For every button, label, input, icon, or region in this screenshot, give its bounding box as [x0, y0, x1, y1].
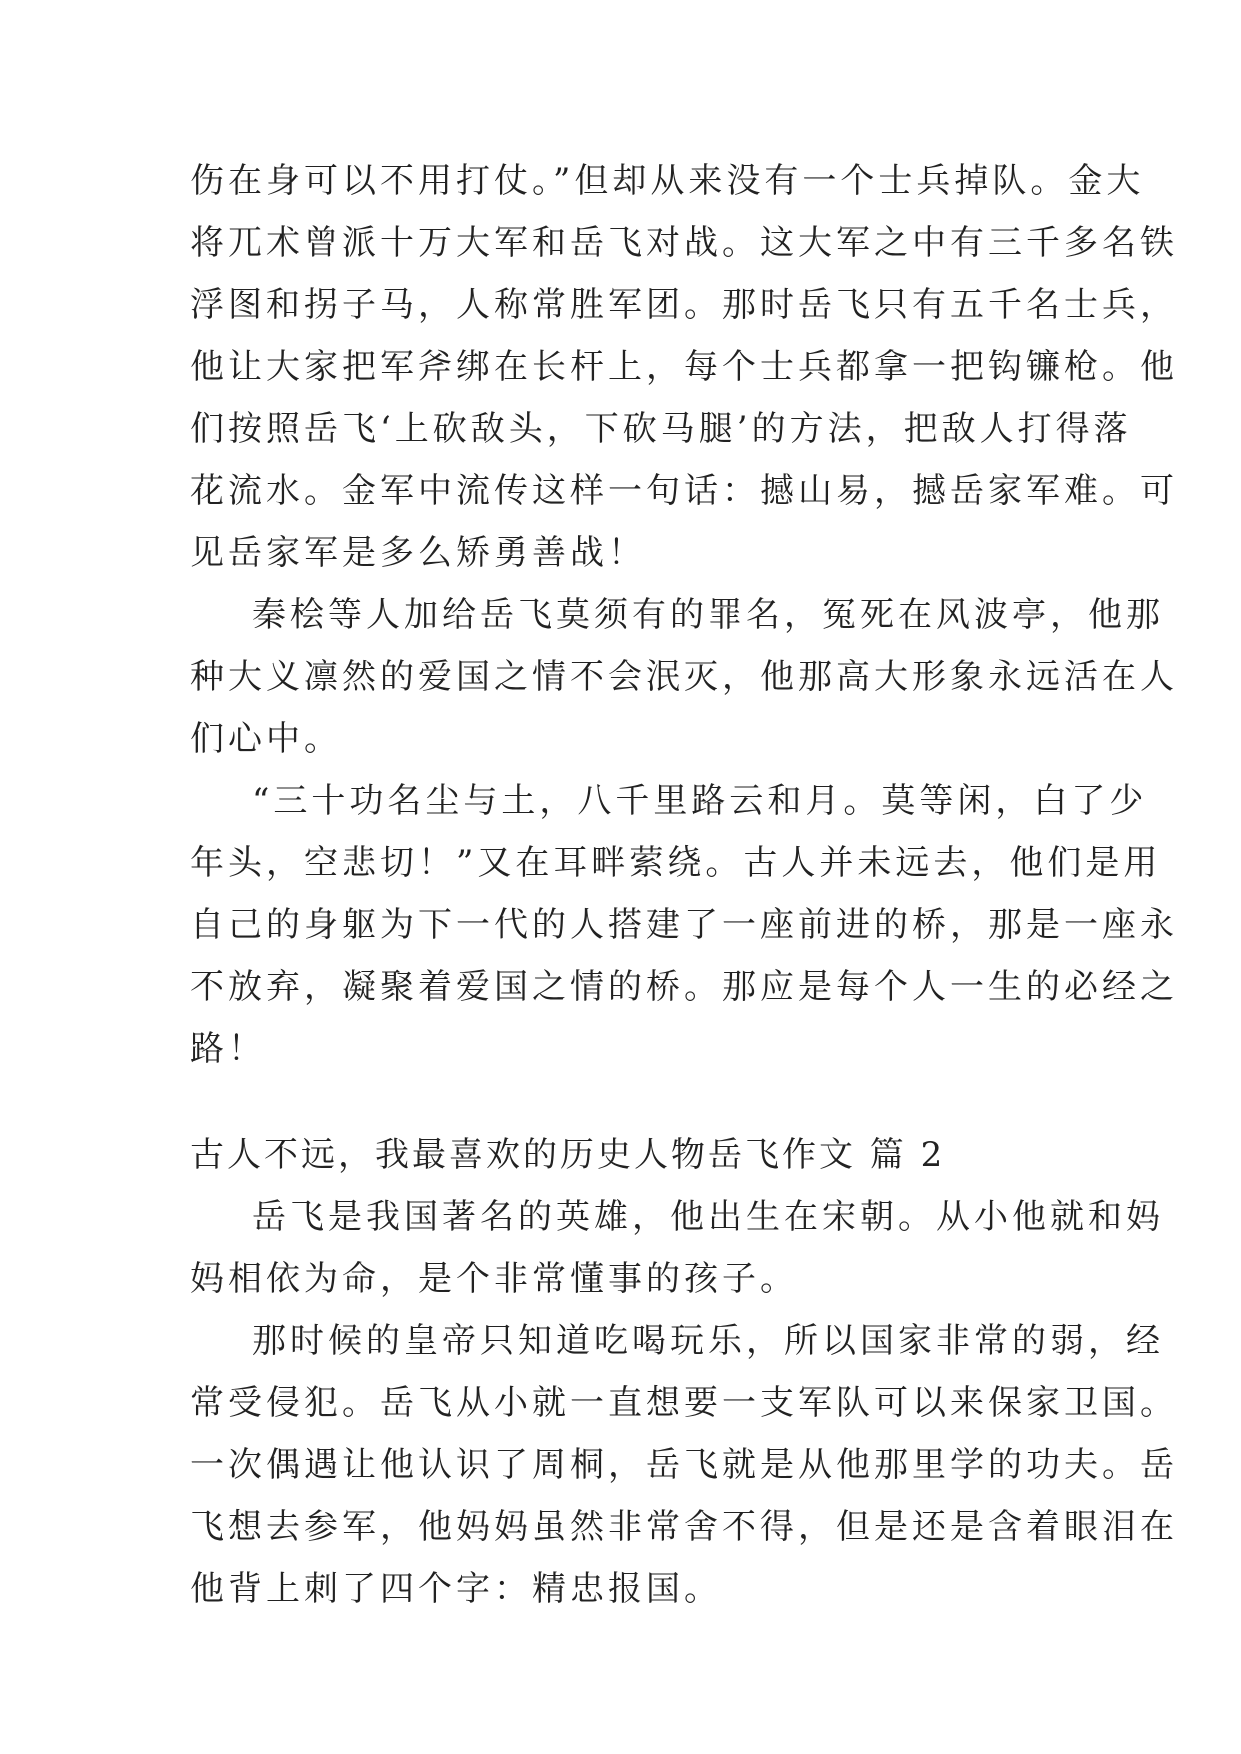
- text-line: 见岳家军是多么矫勇善战！: [190, 533, 646, 573]
- text-line: 种大义凛然的爱国之情不会泯灭，他那高大形象永远活在人: [190, 657, 1178, 697]
- text-line: 那时候的皇帝只知道吃喝玩乐，所以国家非常的弱，经: [252, 1321, 1164, 1361]
- text-line: “三十功名尘与土，八千里路云和月。莫等闲，白了少: [252, 781, 1148, 821]
- text-line: 自己的身躯为下一代的人搭建了一座前进的桥，那是一座永: [190, 905, 1178, 945]
- text-line: 浮图和拐子马，人称常胜军团。那时岳飞只有五千名士兵，: [190, 285, 1178, 325]
- document-page: [190, 150, 1178, 1620]
- text-line: 飞想去参军，他妈妈虽然非常舍不得，但是还是含着眼泪在: [190, 1507, 1178, 1547]
- text-line: 妈相依为命，是个非常懂事的孩子。: [190, 1259, 798, 1299]
- text-line: 年头，空悲切！”又在耳畔萦绕。古人并未远去，他们是用: [190, 843, 1162, 883]
- text-line: 们心中。: [190, 719, 342, 759]
- paragraph-4: [190, 1186, 1164, 1310]
- paragraph-1: [190, 150, 1178, 584]
- text-line: 们按照岳飞‘上砍敌头，下砍马腿’的方法，把敌人打得落: [190, 409, 1132, 449]
- text-line: 伤在身可以不用打仗。”但却从来没有一个士兵掉队。金大: [190, 161, 1145, 201]
- section-heading: 古人不远，我最喜欢的历史人物岳飞作文 篇 2: [190, 1135, 946, 1175]
- text-line: 花流水。金军中流传这样一句话：撼山易，撼岳家军难。可: [190, 471, 1178, 511]
- text-line: 他背上刺了四个字：精忠报国。: [190, 1569, 722, 1609]
- text-line: 不放弃，凝聚着爱国之情的桥。那应是每个人一生的必经之: [190, 967, 1178, 1007]
- paragraph-3: [190, 770, 1178, 1080]
- paragraph-5: [190, 1310, 1178, 1620]
- text-line: 常受侵犯。岳飞从小就一直想要一支军队可以来保家卫国。: [190, 1383, 1178, 1423]
- section-gap: [190, 1080, 1065, 1124]
- text-line: 秦桧等人加给岳飞莫须有的罪名，冤死在风波亭，他那: [252, 595, 1164, 635]
- text-line: 将兀术曾派十万大军和岳飞对战。这大军之中有三千多名铁: [190, 223, 1178, 263]
- text-line: 路！: [190, 1029, 266, 1069]
- paragraph-2: [190, 584, 1178, 770]
- text-line: 岳飞是我国著名的英雄，他出生在宋朝。从小他就和妈: [252, 1197, 1164, 1237]
- text-line: 一次偶遇让他认识了周桐，岳飞就是从他那里学的功夫。岳: [190, 1445, 1178, 1485]
- text-line: 他让大家把军斧绑在长杆上，每个士兵都拿一把钩镰枪。他: [190, 347, 1178, 387]
